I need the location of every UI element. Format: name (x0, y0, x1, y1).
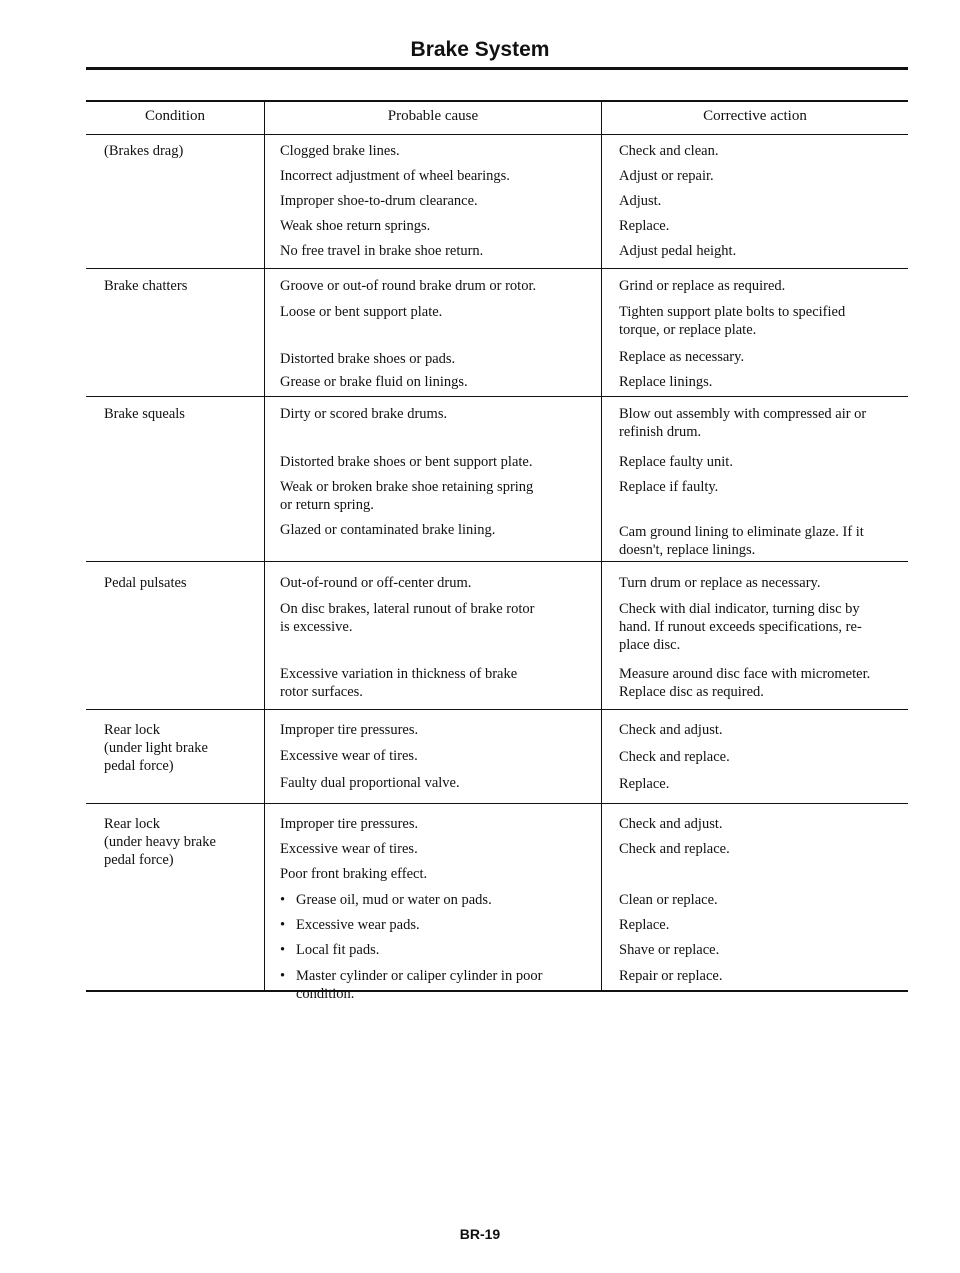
row-rule-3 (86, 561, 908, 562)
header-bottom-rule (86, 134, 908, 135)
action-cell: Check and adjust. (619, 816, 723, 832)
cause-cell: On disc brakes, lateral runout of brake rotor (280, 601, 535, 617)
cause-cell (280, 892, 492, 909)
action-cell: Replace linings. (619, 374, 713, 390)
action-cell: Check and clean. (619, 143, 719, 159)
cause-text: Local fit pads. (296, 942, 380, 958)
condition-cell: (under heavy brake (104, 834, 216, 850)
cause-cell (280, 968, 542, 985)
bullet-icon: • (280, 917, 286, 933)
table-top-rule (86, 100, 908, 102)
cause-cell: or return spring. (280, 497, 374, 513)
action-cell: Cam ground lining to eliminate glaze. If it (619, 524, 864, 540)
action-cell: Tighten support plate bolts to specified (619, 304, 846, 320)
cause-cell: Out-of-round or off-center drum. (280, 575, 472, 591)
action-cell: Check and replace. (619, 749, 730, 765)
action-cell: Replace if faulty. (619, 479, 719, 495)
action-cell: Shave or replace. (619, 942, 720, 958)
row-rule-5 (86, 803, 908, 804)
cause-cell: Distorted brake shoes or pads. (280, 351, 456, 367)
action-cell: Clean or replace. (619, 892, 718, 908)
cause-cell: Clogged brake lines. (280, 143, 400, 159)
action-cell: Blow out assembly with compressed air or (619, 406, 867, 422)
header-corrective-action: Corrective action (703, 108, 807, 124)
action-cell: refinish drum. (619, 424, 702, 440)
column-divider-2 (601, 100, 602, 992)
cause-cell (280, 917, 420, 934)
action-cell: doesn't, replace linings. (619, 542, 756, 558)
header-condition: Condition (144, 108, 205, 124)
action-cell: Repair or replace. (619, 968, 723, 984)
cause-cell: Incorrect adjustment of wheel bearings. (280, 168, 510, 184)
action-cell: Replace. (619, 218, 670, 234)
cause-cell: No free travel in brake shoe return. (280, 243, 484, 259)
action-cell: Adjust or repair. (619, 168, 714, 184)
cause-cell: Loose or bent support plate. (280, 304, 443, 320)
action-cell: Replace. (619, 917, 670, 933)
cause-cell: Faulty dual proportional valve. (280, 775, 460, 791)
cause-cell (280, 942, 379, 959)
table-bottom-rule (86, 990, 908, 992)
bullet-icon: • (280, 968, 286, 984)
action-cell: Check and adjust. (619, 722, 723, 738)
action-cell: Check and replace. (619, 841, 730, 857)
action-cell: Measure around disc face with micrometer. (619, 666, 871, 682)
action-cell: Adjust pedal height. (619, 243, 737, 259)
condition-cell: Pedal pulsates (104, 575, 187, 591)
cause-cell: Improper tire pressures. (280, 816, 419, 832)
action-cell: Replace faulty unit. (619, 454, 733, 470)
cause-cell: rotor surfaces. (280, 684, 363, 700)
action-cell: place disc. (619, 637, 681, 653)
cause-cell: Weak shoe return springs. (280, 218, 431, 234)
cause-cell: Grease or brake fluid on linings. (280, 374, 468, 390)
cause-cell: Groove or out-of round brake drum or rotor. (280, 278, 537, 294)
action-cell: Replace as necessary. (619, 349, 745, 365)
title-rule (86, 67, 908, 70)
bullet-icon: • (280, 942, 286, 958)
condition-cell: Rear lock (104, 816, 160, 832)
condition-cell: Rear lock (104, 722, 160, 738)
cause-cell: Glazed or contaminated brake lining. (280, 522, 496, 538)
action-cell: Replace disc as required. (619, 684, 764, 700)
action-cell: Check with dial indicator, turning disc by (619, 601, 860, 617)
condition-cell: (under light brake (104, 740, 208, 756)
cause-cell: Distorted brake shoes or bent support plate. (280, 454, 533, 470)
action-cell: Grind or replace as required. (619, 278, 786, 294)
page-number: BR-19 (459, 1226, 501, 1242)
row-rule-1 (86, 268, 908, 269)
cause-cell: Excessive wear of tires. (280, 748, 418, 764)
cause-cell: Weak or broken brake shoe retaining spring (280, 479, 534, 495)
cause-text: Master cylinder or caliper cylinder in poor (296, 968, 543, 984)
condition-cell: pedal force) (104, 758, 174, 774)
cause-text: Excessive wear pads. (296, 917, 420, 933)
action-cell: Turn drum or replace as necessary. (619, 575, 821, 591)
condition-cell: Brake chatters (104, 278, 188, 294)
cause-text: Grease oil, mud or water on pads. (296, 892, 492, 908)
bullet-icon: • (280, 892, 286, 908)
condition-cell: (Brakes drag) (104, 143, 184, 159)
condition-cell: Brake squeals (104, 406, 185, 422)
action-cell: hand. If runout exceeds specifications, re- (619, 619, 862, 635)
cause-cell: Excessive wear of tires. (280, 841, 418, 857)
action-cell: torque, or replace plate. (619, 322, 757, 338)
page-title: Brake System (410, 38, 550, 61)
row-rule-4 (86, 709, 908, 710)
cause-cell: Improper tire pressures. (280, 722, 419, 738)
condition-cell: pedal force) (104, 852, 174, 868)
cause-cell: Poor front braking effect. (280, 866, 428, 882)
header-probable-cause: Probable cause (387, 108, 479, 124)
cause-cell: Improper shoe-to-drum clearance. (280, 193, 478, 209)
action-cell: Replace. (619, 776, 670, 792)
row-rule-2 (86, 396, 908, 397)
cause-cell: Dirty or scored brake drums. (280, 406, 448, 422)
action-cell: Adjust. (619, 193, 662, 209)
cause-cell: is excessive. (280, 619, 353, 635)
cause-cell: condition. (296, 986, 355, 1002)
column-divider-1 (264, 100, 265, 992)
cause-cell: Excessive variation in thickness of brake (280, 666, 518, 682)
